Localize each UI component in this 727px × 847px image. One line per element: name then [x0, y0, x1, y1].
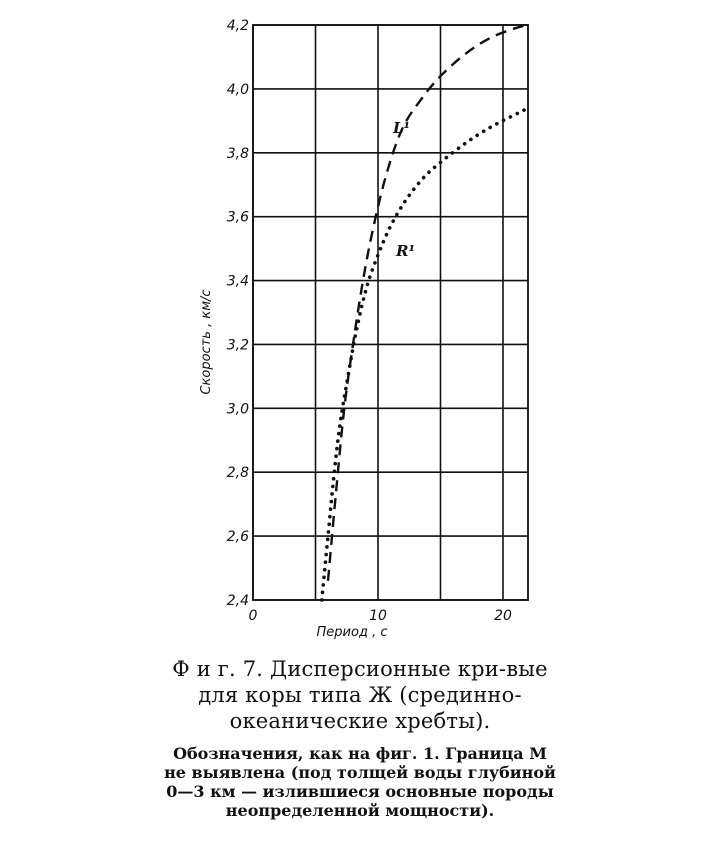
y-tick-label: 3,8	[226, 145, 249, 162]
x-axis-label: Период , с	[316, 625, 388, 640]
y-tick-label: 3,0	[226, 401, 249, 418]
x-tick-label: 10	[369, 608, 387, 624]
y-tick-label: 2,8	[226, 465, 249, 482]
series-label-R1: R¹	[396, 242, 416, 260]
y-tick-label: 3,6	[226, 209, 249, 226]
y-tick-label: 3,2	[226, 337, 249, 354]
figure-caption-title: Ф и г. 7. Дисперсионные кри-вые для коры типа Ж (срединно-океанические хребты).	[172, 657, 548, 733]
y-tick-label: 2,6	[226, 529, 249, 546]
y-tick-label: 2,4	[226, 593, 249, 609]
figure-caption-note: Обозначения, как на фиг. 1. Граница M не выявлена (под толщей воды глубиной 0—3 км — излившиеся основные породы неопределенной мощности).	[164, 744, 556, 820]
series-line-0	[328, 25, 528, 581]
y-axis-label: Скорость , км/с	[199, 289, 214, 395]
series-line-1	[322, 108, 528, 600]
x-tick-label: 0	[248, 608, 258, 624]
y-tick-label: 4,0	[226, 81, 249, 98]
chart-tick-labels	[227, 18, 512, 624]
y-tick-label: 4,2	[226, 18, 249, 34]
x-tick-label: 20	[494, 608, 512, 624]
chart-grid	[253, 25, 528, 600]
plot-frame	[253, 25, 528, 600]
chart-series	[322, 25, 528, 600]
y-tick-label: 3,4	[226, 273, 249, 290]
series-label-L1: L¹	[393, 119, 411, 137]
